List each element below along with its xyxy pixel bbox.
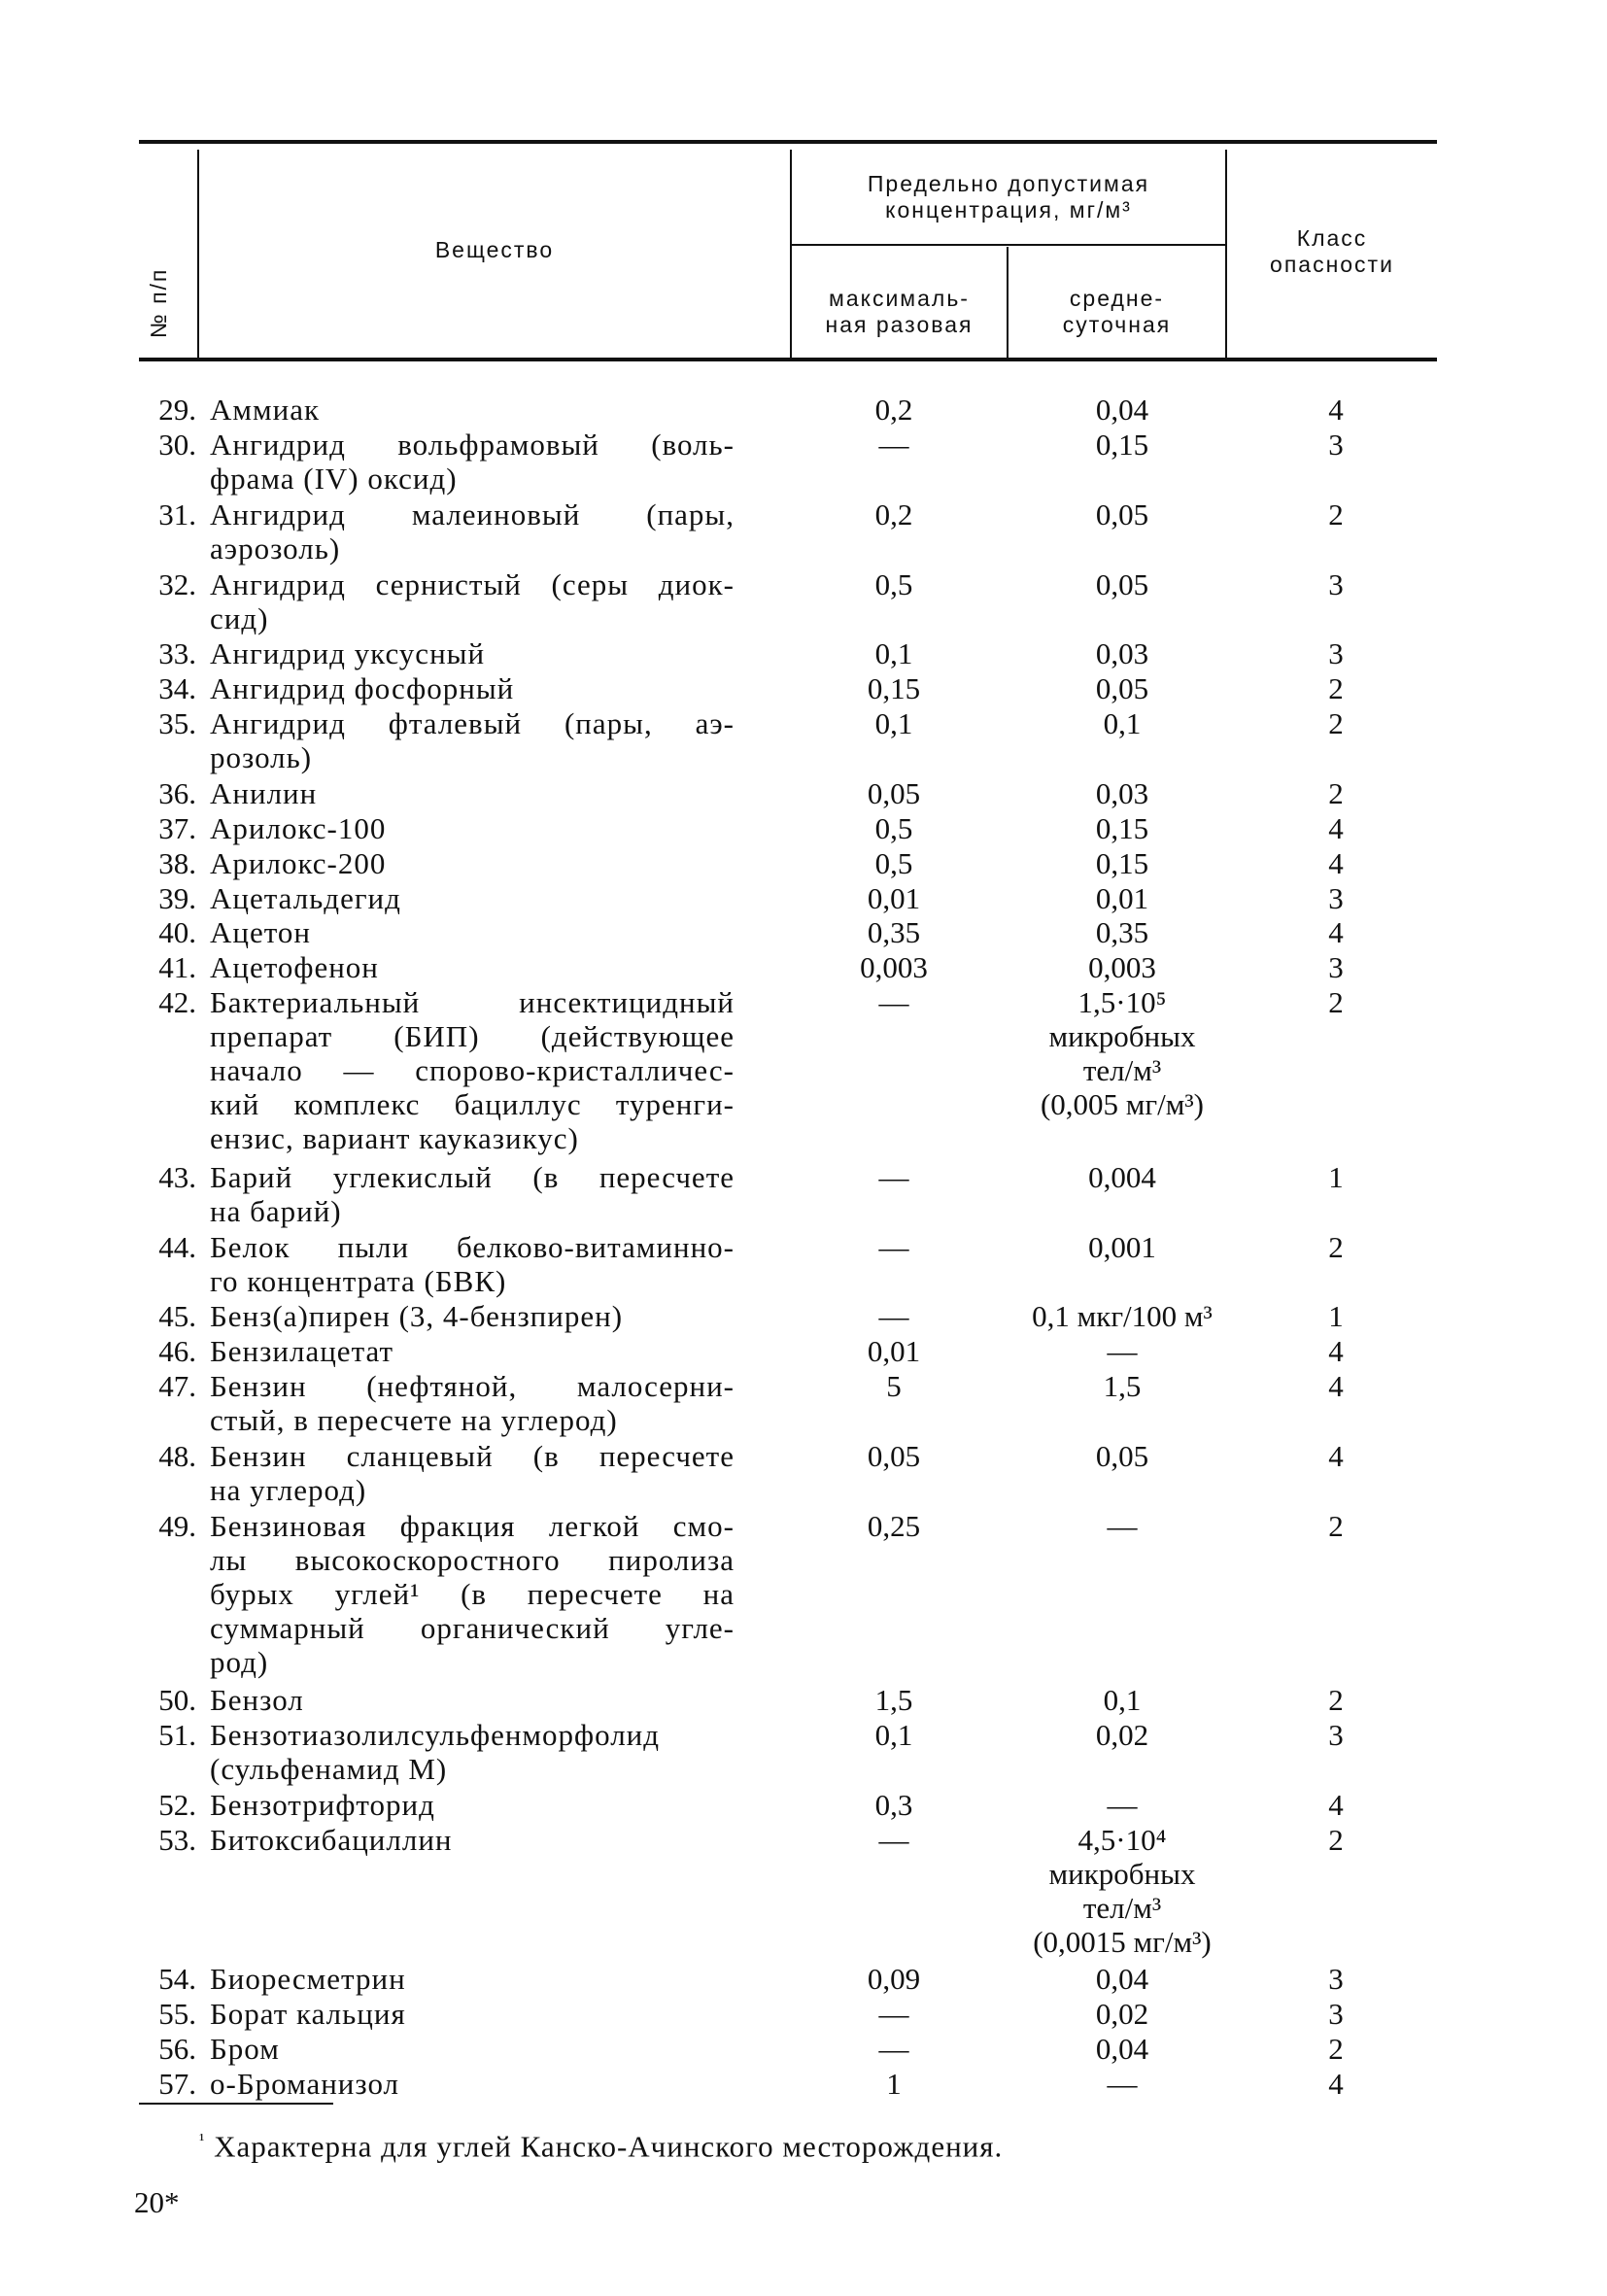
avg-concentration-line: 1,5 bbox=[1103, 1369, 1142, 1403]
row-number: 55. bbox=[158, 1997, 196, 2031]
substance-name bbox=[210, 1683, 735, 1717]
header-bottom-rule bbox=[139, 358, 1437, 361]
substance-name-line: Бактериальный инсектицидный bbox=[210, 985, 735, 1019]
max-concentration: 0,5 bbox=[874, 846, 913, 880]
max-concentration: 0,01 bbox=[867, 1334, 921, 1368]
avg-concentration bbox=[1001, 1299, 1244, 1333]
substance-name bbox=[210, 881, 735, 915]
avg-concentration-line: 0,04 bbox=[1095, 393, 1149, 427]
avg-concentration bbox=[1001, 881, 1244, 915]
row-number: 33. bbox=[158, 636, 196, 670]
substance-name-line: Ангидрид малеиновый (пары, bbox=[210, 497, 735, 531]
avg-concentration-line: 0,35 bbox=[1095, 915, 1149, 949]
row-number: 43. bbox=[158, 1160, 196, 1194]
avg-concentration bbox=[1001, 1718, 1244, 1752]
substance-name-line: Битоксибациллин bbox=[210, 1823, 453, 1857]
avg-concentration bbox=[1001, 636, 1244, 670]
avg-concentration-line: 0,001 bbox=[1088, 1230, 1156, 1264]
row-number: 53. bbox=[158, 1823, 196, 1857]
substance-name bbox=[210, 671, 735, 705]
avg-concentration-line: 0,1 bbox=[1103, 706, 1142, 740]
header-avg-line2: суточная bbox=[1062, 312, 1172, 337]
substance-name-line: начало — спорово-кристалличес- bbox=[210, 1053, 735, 1087]
max-concentration: 0,25 bbox=[867, 1509, 921, 1543]
row-number: 48. bbox=[158, 1439, 196, 1473]
hazard-class: 2 bbox=[1328, 2032, 1344, 2066]
substance-name-line: Анилин bbox=[210, 776, 318, 810]
hazard-class: 3 bbox=[1328, 1962, 1344, 1996]
footnote-text: Характерна для углей Канско-Ачинского месторождения. bbox=[214, 2129, 1004, 2164]
hazard-class: 2 bbox=[1328, 1683, 1344, 1717]
row-number: 45. bbox=[158, 1299, 196, 1333]
substance-name bbox=[210, 1230, 735, 1298]
hazard-class: 4 bbox=[1328, 811, 1344, 845]
substance-name-line: ензис, вариант кауказикус) bbox=[210, 1121, 579, 1155]
hazard-class: 4 bbox=[1328, 1439, 1344, 1473]
substance-name-line: Бензотиазолилсульфенморфолид bbox=[210, 1718, 661, 1752]
avg-concentration-line: 0,03 bbox=[1095, 776, 1149, 810]
avg-concentration-line: 0,05 bbox=[1095, 671, 1149, 705]
avg-concentration-line: 0,02 bbox=[1095, 1718, 1149, 1752]
header-substance: Вещество bbox=[434, 237, 555, 262]
header-class bbox=[1227, 225, 1437, 278]
hazard-class: 1 bbox=[1328, 1160, 1344, 1194]
max-concentration: 5 bbox=[886, 1369, 902, 1403]
avg-concentration-line: 0,003 bbox=[1088, 950, 1156, 984]
substance-name-line: на углерод) bbox=[210, 1473, 367, 1507]
substance-name bbox=[210, 1962, 735, 1996]
avg-concentration-line: 0,15 bbox=[1095, 811, 1149, 845]
avg-concentration-line: 0,15 bbox=[1095, 428, 1149, 462]
max-concentration: 0,05 bbox=[867, 1439, 921, 1473]
row-number: 29. bbox=[158, 393, 196, 427]
row-number: 37. bbox=[158, 811, 196, 845]
header-pdk-line2: концентрация, мг/м³ bbox=[885, 197, 1132, 223]
row-number: 42. bbox=[158, 985, 196, 1019]
max-concentration: 0,2 bbox=[874, 393, 913, 427]
max-concentration: 0,01 bbox=[867, 881, 921, 915]
substance-name-line: розоль) bbox=[210, 740, 313, 774]
substance-name bbox=[210, 1997, 735, 2031]
substance-name bbox=[210, 950, 735, 984]
substance-name-line: род) bbox=[210, 1645, 269, 1679]
row-number: 36. bbox=[158, 776, 196, 810]
header-class-line1: Класс bbox=[1296, 225, 1368, 251]
max-concentration: 0,1 bbox=[874, 1718, 913, 1752]
substance-name-line: бурых углей¹ (в пересчете на bbox=[210, 1577, 735, 1611]
header-avg bbox=[1009, 286, 1225, 338]
max-concentration: 0,15 bbox=[867, 671, 921, 705]
substance-name-line: сид) bbox=[210, 601, 269, 635]
header-avg-line1: средне- bbox=[1069, 286, 1165, 311]
avg-concentration bbox=[1001, 1160, 1244, 1194]
avg-concentration bbox=[1001, 1683, 1244, 1717]
substance-name bbox=[210, 985, 735, 1155]
avg-concentration-line: 0,05 bbox=[1095, 1439, 1149, 1473]
substance-name-line: фрама (IV) оксид) bbox=[210, 462, 458, 496]
hazard-class: 4 bbox=[1328, 2067, 1344, 2101]
hazard-class: 2 bbox=[1328, 776, 1344, 810]
avg-concentration-line: — bbox=[1107, 1334, 1138, 1368]
substance-name-line: Ангидрид фталевый (пары, аэ- bbox=[210, 706, 735, 740]
max-concentration: — bbox=[878, 985, 909, 1019]
substance-name-line: Ангидрид уксусный bbox=[210, 636, 486, 670]
row-number: 52. bbox=[158, 1788, 196, 1822]
hazard-class: 4 bbox=[1328, 1334, 1344, 1368]
hazard-class: 4 bbox=[1328, 846, 1344, 880]
avg-concentration bbox=[1001, 428, 1244, 462]
hazard-class: 2 bbox=[1328, 985, 1344, 1019]
avg-concentration-line: микробных bbox=[1048, 1019, 1196, 1053]
header-top-rule bbox=[139, 140, 1437, 144]
substance-name-line: аэрозоль) bbox=[210, 531, 341, 565]
max-concentration: — bbox=[878, 2032, 909, 2066]
avg-concentration-line: 0,02 bbox=[1095, 1997, 1149, 2031]
header-subrule bbox=[790, 244, 1225, 246]
substance-name-line: препарат (БИП) (действующее bbox=[210, 1019, 735, 1053]
hazard-class: 2 bbox=[1328, 1823, 1344, 1857]
avg-concentration-line: (0,005 мг/м³) bbox=[1040, 1087, 1204, 1121]
substance-name bbox=[210, 1509, 735, 1679]
max-concentration: 0,05 bbox=[867, 776, 921, 810]
substance-name-line: о-Броманизол bbox=[210, 2067, 400, 2101]
substance-name-line: Бром bbox=[210, 2032, 280, 2066]
substance-name bbox=[210, 706, 735, 774]
substance-name-line: Барий углекислый (в пересчете bbox=[210, 1160, 735, 1194]
substance-name-line: Арилокс-200 bbox=[210, 846, 387, 880]
avg-concentration-line: 0,05 bbox=[1095, 497, 1149, 531]
table-header bbox=[139, 140, 1437, 365]
footnote bbox=[199, 2122, 1003, 2164]
substance-name-line: Биоресметрин bbox=[210, 1962, 406, 1996]
substance-name bbox=[210, 776, 735, 810]
substance-name-line: Ацетон bbox=[210, 915, 311, 949]
avg-concentration-line: 0,1 bbox=[1103, 1683, 1142, 1717]
avg-concentration bbox=[1001, 567, 1244, 601]
substance-name bbox=[210, 915, 735, 949]
max-concentration: 1 bbox=[886, 2067, 902, 2101]
substance-name bbox=[210, 1369, 735, 1437]
max-concentration: 0,35 bbox=[867, 915, 921, 949]
row-number: 35. bbox=[158, 706, 196, 740]
avg-concentration bbox=[1001, 1439, 1244, 1473]
max-concentration: 0,2 bbox=[874, 497, 913, 531]
substance-name bbox=[210, 2067, 735, 2101]
avg-concentration bbox=[1001, 1962, 1244, 1996]
substance-name-line: Ангидрид сернистый (серы диок- bbox=[210, 567, 735, 601]
footnote-mark: ¹ bbox=[199, 2130, 206, 2149]
substance-name-line: стый, в пересчете на углерод) bbox=[210, 1403, 618, 1437]
substance-name-line: Белок пыли белково-витаминно- bbox=[210, 1230, 735, 1264]
hazard-class: 3 bbox=[1328, 1718, 1344, 1752]
avg-concentration-line: 0,03 bbox=[1095, 636, 1149, 670]
substance-name bbox=[210, 2032, 735, 2066]
substance-name-line: го концентрата (БВК) bbox=[210, 1264, 507, 1298]
avg-concentration bbox=[1001, 1230, 1244, 1264]
row-number: 38. bbox=[158, 846, 196, 880]
header-max-line1: максималь- bbox=[829, 286, 970, 311]
avg-concentration-line: — bbox=[1107, 1509, 1138, 1543]
substance-name-line: Бензол bbox=[210, 1683, 304, 1717]
footnote-rule bbox=[139, 2103, 333, 2105]
row-number: 57. bbox=[158, 2067, 196, 2101]
max-concentration: — bbox=[878, 1299, 909, 1333]
substance-name bbox=[210, 1718, 735, 1786]
hazard-class: 4 bbox=[1328, 1369, 1344, 1403]
substance-name-line: на барий) bbox=[210, 1194, 342, 1228]
substance-name-line: Ацетальдегид bbox=[210, 881, 401, 915]
avg-concentration-line: 0,1 мкг/100 м³ bbox=[1032, 1299, 1213, 1333]
substance-name-line: Бензин (нефтяной, малосерни- bbox=[210, 1369, 735, 1403]
hazard-class: 4 bbox=[1328, 393, 1344, 427]
avg-concentration bbox=[1001, 1788, 1244, 1822]
avg-concentration-line: 0,04 bbox=[1095, 1962, 1149, 1996]
substance-name bbox=[210, 1439, 735, 1507]
avg-concentration bbox=[1001, 950, 1244, 984]
row-number: 54. bbox=[158, 1962, 196, 1996]
avg-concentration bbox=[1001, 2032, 1244, 2066]
substance-name-line: Бензиновая фракция легкой смо- bbox=[210, 1509, 735, 1543]
avg-concentration-line: 0,01 bbox=[1095, 881, 1149, 915]
header-max-line2: ная разовая bbox=[825, 312, 974, 337]
substance-name-line: (сульфенамид М) bbox=[210, 1752, 448, 1786]
avg-concentration bbox=[1001, 776, 1244, 810]
substance-name bbox=[210, 1160, 735, 1228]
max-concentration: 0,003 bbox=[860, 950, 928, 984]
hazard-class: 2 bbox=[1328, 497, 1344, 531]
avg-concentration bbox=[1001, 1369, 1244, 1403]
substance-name bbox=[210, 811, 735, 845]
substance-name-line: Борат кальция bbox=[210, 1997, 406, 2031]
hazard-class: 3 bbox=[1328, 567, 1344, 601]
hazard-class: 3 bbox=[1328, 950, 1344, 984]
row-number: 50. bbox=[158, 1683, 196, 1717]
max-concentration: 0,09 bbox=[867, 1962, 921, 1996]
row-number: 40. bbox=[158, 915, 196, 949]
substance-name-line: Бензин сланцевый (в пересчете bbox=[210, 1439, 735, 1473]
max-concentration: — bbox=[878, 1823, 909, 1857]
avg-concentration-line: микробных bbox=[1048, 1857, 1196, 1891]
avg-concentration-line: тел/м³ bbox=[1082, 1891, 1162, 1925]
substance-name-line: Ангидрид фосфорный bbox=[210, 671, 515, 705]
substance-name-line: лы высокоскоростного пиролиза bbox=[210, 1543, 735, 1577]
hazard-class: 3 bbox=[1328, 1997, 1344, 2031]
row-number: 32. bbox=[158, 567, 196, 601]
avg-concentration bbox=[1001, 1334, 1244, 1368]
avg-concentration bbox=[1001, 1509, 1244, 1543]
max-concentration: 0,1 bbox=[874, 706, 913, 740]
avg-concentration-line: 0,04 bbox=[1095, 2032, 1149, 2066]
substance-name-line: Ангидрид вольфрамовый (воль- bbox=[210, 428, 735, 462]
avg-concentration bbox=[1001, 2067, 1244, 2101]
substance-name-line: Ацетофенон bbox=[210, 950, 379, 984]
header-max bbox=[792, 286, 1007, 338]
row-number: 39. bbox=[158, 881, 196, 915]
substance-name-line: Арилокс-100 bbox=[210, 811, 387, 845]
avg-concentration bbox=[1001, 706, 1244, 740]
hazard-class: 2 bbox=[1328, 1509, 1344, 1543]
header-number: № п/п bbox=[146, 267, 171, 338]
substance-name bbox=[210, 497, 735, 565]
avg-concentration bbox=[1001, 811, 1244, 845]
substance-name-line: Аммиак bbox=[210, 393, 321, 427]
row-number: 31. bbox=[158, 497, 196, 531]
avg-concentration-line: 0,15 bbox=[1095, 846, 1149, 880]
row-number: 41. bbox=[158, 950, 196, 984]
row-number: 56. bbox=[158, 2032, 196, 2066]
max-concentration: 1,5 bbox=[874, 1683, 913, 1717]
substance-name bbox=[210, 846, 735, 880]
avg-concentration bbox=[1001, 846, 1244, 880]
avg-concentration-line: 4,5·10⁴ bbox=[1077, 1823, 1167, 1857]
substance-name bbox=[210, 636, 735, 670]
header-pdk bbox=[792, 171, 1225, 223]
avg-concentration bbox=[1001, 671, 1244, 705]
avg-concentration bbox=[1001, 985, 1244, 1121]
hazard-class: 2 bbox=[1328, 1230, 1344, 1264]
max-concentration: — bbox=[878, 1160, 909, 1194]
avg-concentration bbox=[1001, 915, 1244, 949]
substance-name bbox=[210, 1788, 735, 1822]
substance-name bbox=[210, 1823, 735, 1857]
substance-name bbox=[210, 567, 735, 635]
avg-concentration-line: (0,0015 мг/м³) bbox=[1033, 1925, 1212, 1959]
max-concentration: — bbox=[878, 428, 909, 462]
row-number: 46. bbox=[158, 1334, 196, 1368]
substance-name-line: кий комплекс бациллус туренги- bbox=[210, 1087, 735, 1121]
hazard-class: 3 bbox=[1328, 428, 1344, 462]
max-concentration: — bbox=[878, 1997, 909, 2031]
avg-concentration-line: 1,5·10⁵ bbox=[1077, 985, 1167, 1019]
max-concentration: 0,5 bbox=[874, 567, 913, 601]
substance-name-line: Бензотрифторид bbox=[210, 1788, 435, 1822]
row-number: 49. bbox=[158, 1509, 196, 1543]
avg-concentration-line: 0,004 bbox=[1088, 1160, 1156, 1194]
substance-name bbox=[210, 428, 735, 496]
avg-concentration-line: — bbox=[1107, 1788, 1138, 1822]
avg-concentration bbox=[1001, 1823, 1244, 1959]
avg-concentration bbox=[1001, 497, 1244, 531]
avg-concentration bbox=[1001, 1997, 1244, 2031]
header-class-line2: опасности bbox=[1270, 252, 1394, 277]
max-concentration: 0,3 bbox=[874, 1788, 913, 1822]
substance-name bbox=[210, 1334, 735, 1368]
row-number: 44. bbox=[158, 1230, 196, 1264]
substance-name-line: Бенз(а)пирен (3, 4-бензпирен) bbox=[210, 1299, 624, 1333]
hazard-class: 2 bbox=[1328, 706, 1344, 740]
max-concentration: 0,1 bbox=[874, 636, 913, 670]
avg-concentration-line: 0,05 bbox=[1095, 567, 1149, 601]
hazard-class: 4 bbox=[1328, 1788, 1344, 1822]
avg-concentration-line: тел/м³ bbox=[1082, 1053, 1162, 1087]
hazard-class: 3 bbox=[1328, 636, 1344, 670]
max-concentration: — bbox=[878, 1230, 909, 1264]
substance-name-line: Бензилацетат bbox=[210, 1334, 393, 1368]
hazard-class: 2 bbox=[1328, 671, 1344, 705]
row-number: 34. bbox=[158, 671, 196, 705]
substance-name bbox=[210, 393, 735, 427]
header-pdk-line1: Предельно допустимая bbox=[867, 171, 1150, 196]
hazard-class: 4 bbox=[1328, 915, 1344, 949]
page-number: 20* bbox=[134, 2185, 180, 2219]
row-number: 30. bbox=[158, 428, 196, 462]
row-number: 47. bbox=[158, 1369, 196, 1403]
substance-name-line: суммарный органический угле- bbox=[210, 1611, 735, 1645]
row-number: 51. bbox=[158, 1718, 196, 1752]
avg-concentration-line: — bbox=[1107, 2067, 1138, 2101]
hazard-class: 3 bbox=[1328, 881, 1344, 915]
substance-name bbox=[210, 1299, 735, 1333]
avg-concentration bbox=[1001, 393, 1244, 427]
max-concentration: 0,5 bbox=[874, 811, 913, 845]
hazard-class: 1 bbox=[1328, 1299, 1344, 1333]
